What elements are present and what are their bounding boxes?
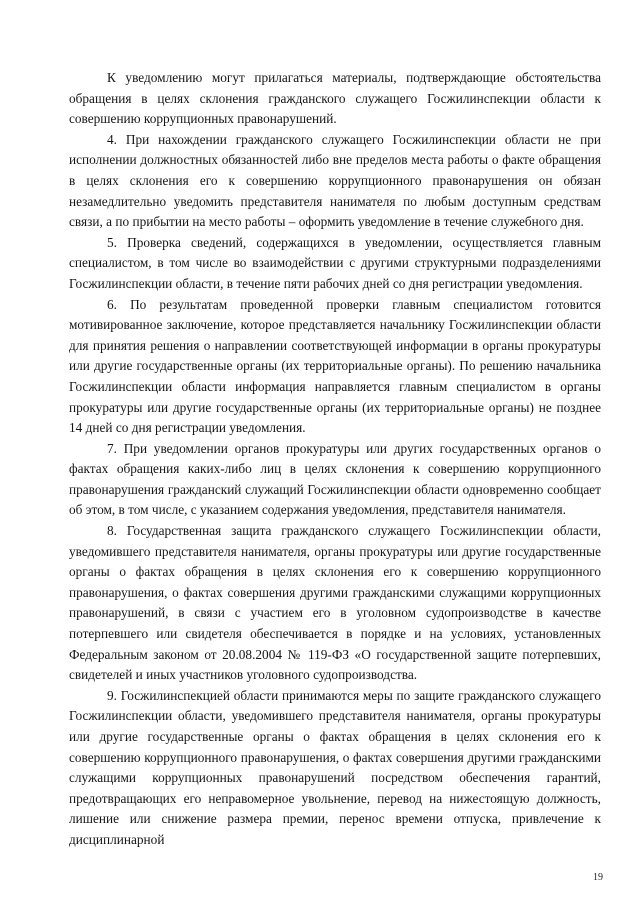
paragraph-item-4: 4. При нахождении гражданского служащего Госжилинспекции области не при исполнении должностных обязанностей либо вне пределов места работы о факте обращения в целях склонения его к совершению коррупционного правонарушения он обязан незамедлительно уведомить представителя нанимателя по любым доступным средствам связи, а по прибытии на место работы – оформить уведомление в течение служебного дня. [69,131,601,230]
page-number: 19 [593,872,603,883]
paragraph-item-5: 5. Проверка сведений, содержащихся в уведомлении, осуществляется главным специалистом, в том числе во взаимодействии с другими структурными подразделениями Госжилинспекции области, в течение пяти рабочих дней со дня регистрации уведомления. [69,234,601,291]
paragraph-attachments: К уведомлению могут прилагаться материалы, подтверждающие обстоятельства обращения в целях склонения гражданского служащего Госжилинспекции области к совершению коррупционных правонарушений. [69,70,601,127]
paragraph-item-9: 9. Госжилинспекцией области принимаются меры по защите гражданского служащего Госжилинспекции области, уведомившего представителя нанимателя, органы прокуратуры или другие государственные органы о фактах обращения в целях склонения его к совершению коррупционного правонарушения, о фактах совершения другими гражданскими служащими коррупционных правонарушений посредством обеспечения гарантий, предотвращающих его неправомерное увольнение, перевод на нижестоящую должность, лишение или снижение размера премии, перенос времени отпуска, привлечение к дисциплинарной [69,687,601,847]
paragraph-item-6: 6. По результатам проведенной проверки главным специалистом готовится мотивированное заключение, которое представляется начальнику Госжилинспекции области для принятия решения о направлении соответствующей информации в органы прокуратуры или другие государственные органы (их территориальные органы). По решению начальника Госжилинспекции области информация направляется главным специалистом в органы прокуратуры или другие государственные органы (их территориальные органы) не позднее 14 дней со дня регистрации уведомления. [69,296,601,436]
paragraph-item-8: 8. Государственная защита гражданского служащего Госжилинспекции области, уведомившего представителя нанимателя, органы прокуратуры или другие государственные органы о фактах обращения в целях склонения его к совершению коррупционного правонарушения, о фактах совершения другими гражданскими служащими коррупционных правонарушений, в связи с участием его в уголовном судопроизводстве в качестве потерпевшего или свидетеля обеспечивается в порядке и на условиях, установленных Федеральным законом от 20.08.2004 № 119-ФЗ «О государственной защите потерпевших, свидетелей и иных участников уголовного судопроизводства. [69,523,601,683]
body-text [69,68,601,851]
paragraph-item-7: 7. При уведомлении органов прокуратуры или других государственных органов о фактах обращения каких-либо лиц в целях склонения к совершению коррупционного правонарушения гражданский служащий Госжилинспекции области одновременно сообщает об этом, в том числе, с указанием содержания уведомления, представителя нанимателя. [69,440,601,518]
